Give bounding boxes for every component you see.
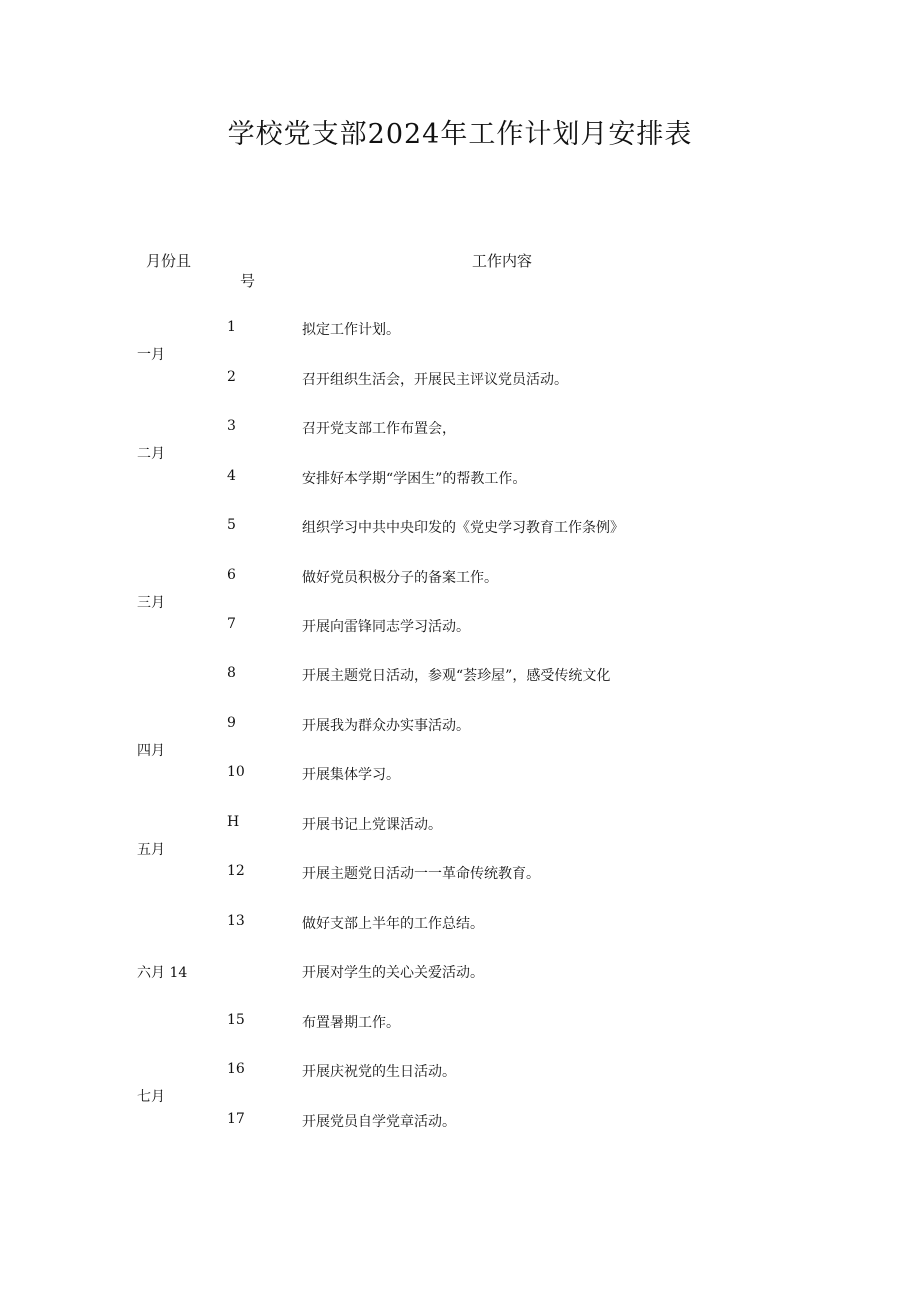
item-number: 16: [227, 1061, 245, 1077]
item-text: 开展向雷锋同志学习活动。: [302, 619, 470, 635]
month-label: 二月: [137, 446, 165, 462]
item-text: 开展我为群众办实事活动。: [302, 718, 470, 734]
table-row: [0, 369, 920, 391]
item-number: H: [227, 814, 240, 830]
item-text: 做好党员积极分子的备案工作。: [302, 570, 498, 586]
table-row: [0, 962, 920, 984]
item-number: 1: [227, 319, 236, 335]
item-number: 15: [227, 1012, 245, 1028]
page-title: 学校党支部2024年工作计划月安排表: [227, 119, 693, 150]
item-text: 召开党支部工作布置会，: [302, 421, 456, 437]
item-number: 4: [227, 468, 236, 484]
item-text: 拟定工作计划。: [302, 322, 400, 338]
item-number: 7: [227, 616, 236, 632]
item-text: 布置暑期工作。: [302, 1015, 400, 1031]
item-text: 开展集体学习。: [302, 767, 400, 783]
table-row: [0, 517, 920, 539]
table-row: [0, 913, 920, 935]
item-text: 开展庆祝党的生日活动。: [302, 1064, 456, 1080]
month-label: 三月: [137, 595, 165, 611]
item-number: 9: [227, 715, 236, 731]
item-text: 开展主题党日活动，参观“荟珍屋”，感受传统文化: [302, 668, 611, 684]
table-row: [0, 468, 920, 490]
table-row: [0, 319, 920, 341]
item-number: 13: [227, 913, 245, 929]
header-number: 号: [240, 272, 256, 290]
table-row: [0, 616, 920, 638]
month-label: 四月: [137, 743, 165, 759]
item-text: 开展主题党日活动一一革命传统教育。: [302, 866, 540, 882]
table-row: [0, 1111, 920, 1133]
month-label: 五月: [137, 842, 165, 858]
table-row: [0, 1012, 920, 1034]
header-content: 工作内容: [472, 252, 533, 270]
month-label: 六月 14: [137, 965, 188, 981]
item-number: 17: [227, 1111, 245, 1127]
item-number: 5: [227, 517, 236, 533]
table-row: [0, 418, 920, 440]
table-row: [0, 665, 920, 687]
item-text: 做好支部上半年的工作总结。: [302, 916, 484, 932]
item-number: 2: [227, 369, 236, 385]
item-text: 开展书记上党课活动。: [302, 817, 442, 833]
header-month: 月份且: [146, 252, 192, 270]
table-row: [0, 764, 920, 786]
table-row: [0, 715, 920, 737]
item-number: 6: [227, 567, 236, 583]
table-row: [0, 1061, 920, 1083]
table-row: [0, 863, 920, 885]
item-number: 10: [227, 764, 245, 780]
item-number: 12: [227, 863, 245, 879]
item-number: 8: [227, 665, 236, 681]
item-text: 组织学习中共中央印发的《党史学习教育工作条例》: [302, 520, 624, 536]
item-text: 开展对学生的关心关爱活动。: [302, 965, 484, 981]
item-text: 召开组织生活会，开展民主评议党员活动。: [302, 372, 568, 388]
month-label: 一月: [137, 347, 165, 363]
item-text: 安排好本学期“学困生”的帮教工作。: [302, 471, 527, 487]
item-number: 3: [227, 418, 236, 434]
table-row: [0, 567, 920, 589]
item-text: 开展党员自学党章活动。: [302, 1114, 456, 1130]
table-row: [0, 814, 920, 836]
month-label: 七月: [137, 1089, 165, 1105]
